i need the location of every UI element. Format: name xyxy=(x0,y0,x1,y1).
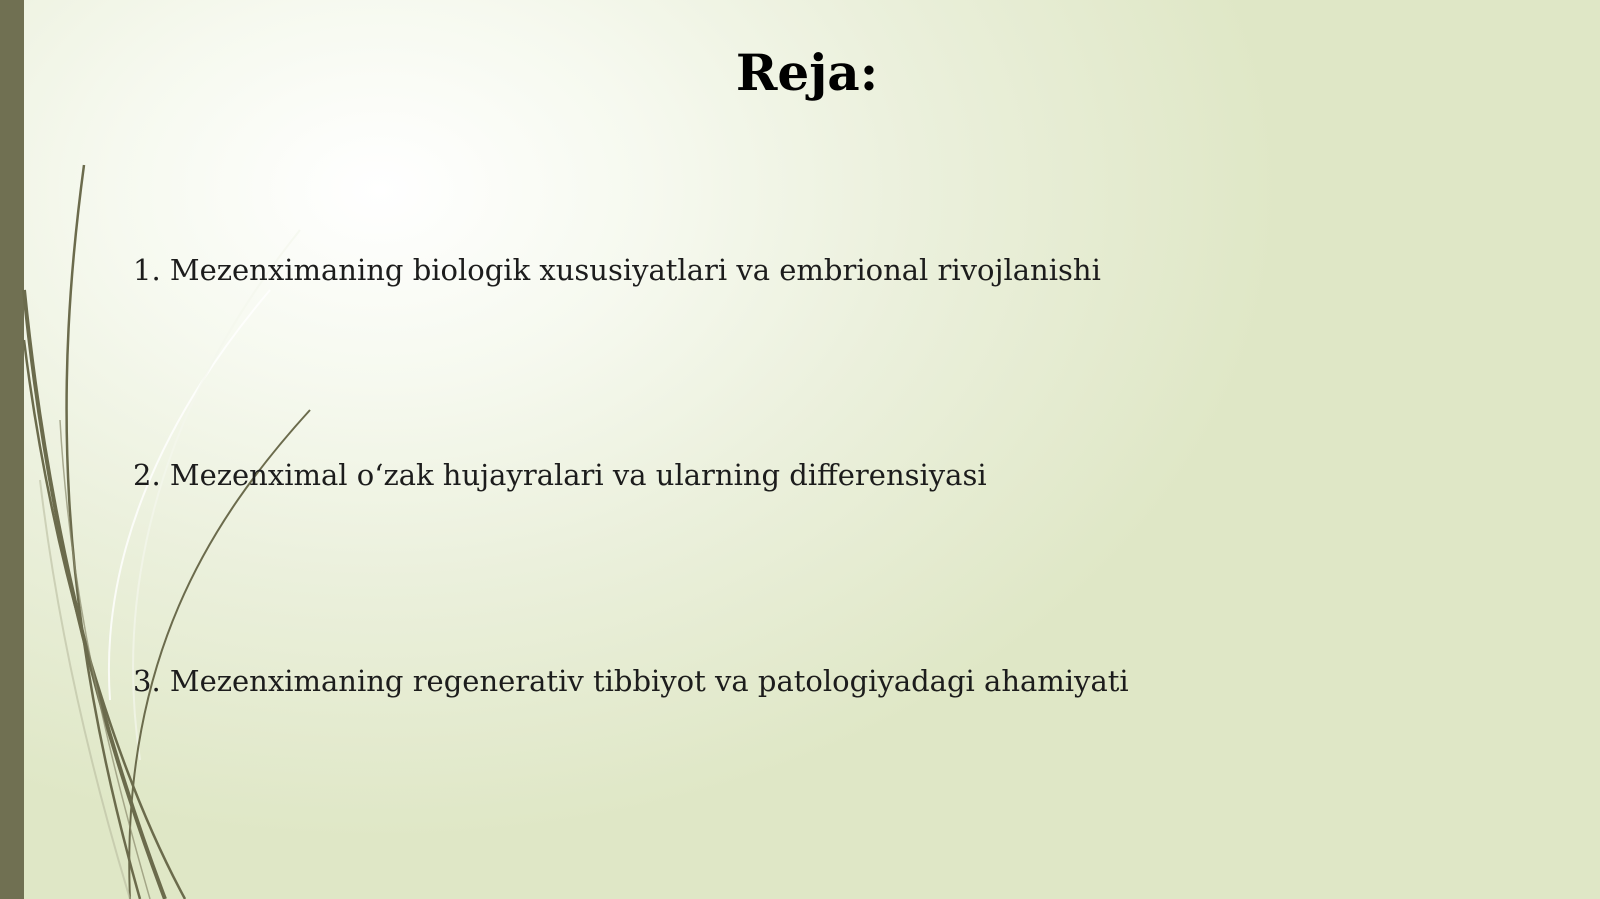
plan-item-1: 1. Mezenximaning biologik xususiyatlari va embrional rivojlanishi xyxy=(133,253,1101,287)
plan-item-2: 2. Mezenximal o‘zak hujayralari va ularning differensiyasi xyxy=(133,458,987,492)
slide-title: Reja: xyxy=(735,43,879,102)
grass-decoration xyxy=(0,0,400,899)
plan-item-3: 3. Mezenximaning regenerativ tibbiyot va patologiyadagi ahamiyati xyxy=(133,664,1129,698)
